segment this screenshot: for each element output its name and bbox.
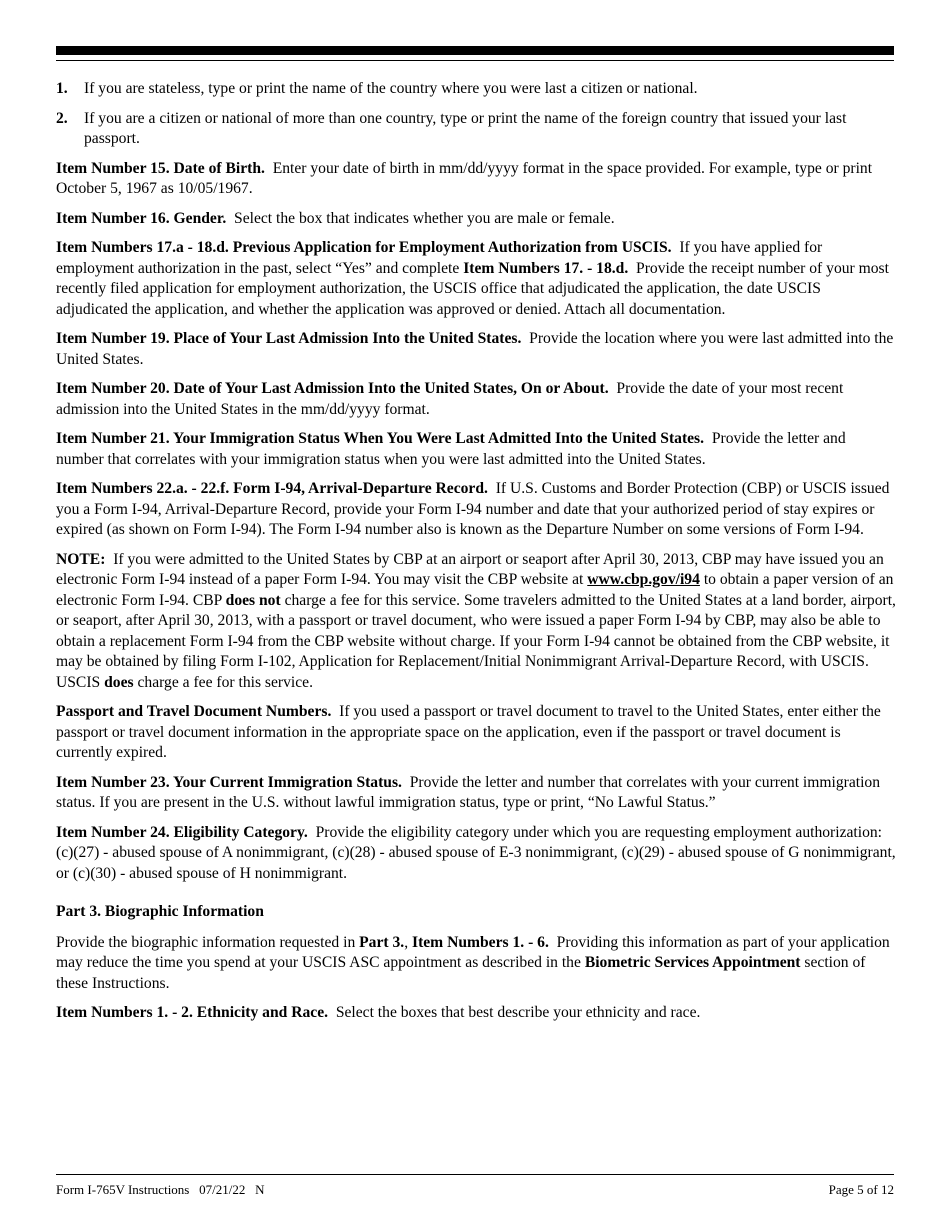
item-17-ref: Item Numbers 17. - 18.d.	[463, 259, 629, 277]
item-22-text: If U.S. Customs and Border Protection (CBP) or USCIS issued you a Form I-94, Arrival-Departure Record, provide your Form I-94 number and date that your authorized period of stay expires or expired (as shown on Form I-94). The Form I-94 number also is known as the Departure Number on some versions of Form I-94.	[56, 480, 890, 538]
item-22-paragraph	[56, 479, 896, 541]
note-text-a: If you were admitted to the United States by CBP at an airport or seaport after April 30, 2013, CBP may have issued you an electronic Form I-94 instead of a paper Form I-94. You may visit the CBP website at	[56, 550, 884, 588]
note-text-c: charge a fee for this service. Some travelers admitted to the United States at a land border, airport, or seaport, after April 30, 2013, with a passport or travel document, who were issued a paper Form I-94 by CBP, may also be able to obtain a replacement Form I-94 from the CBP website without charge. If your Form I-94 cannot be obtained from the CBP website, it may be obtained by filing Form I-102, Application for Replacement/Initial Nonimmigrant Arrival-Departure Record, with USCIS. USCIS	[56, 591, 896, 691]
item-20-text: Provide the date of your most recent admission into the United States in the mm/dd/yyyy format.	[56, 380, 844, 418]
footer-form-id: Form I-765V Instructions 07/21/22 N	[56, 1182, 265, 1197]
list-item	[56, 109, 896, 150]
part-3-ref-3: Biometric Services Appointment	[584, 954, 801, 971]
list-number: 1.	[56, 80, 68, 97]
item-17-paragraph	[56, 238, 896, 320]
item-16-label: Item Number 16. Gender.	[56, 209, 227, 227]
item-17-label: Item Numbers 17.a - 18.d. Previous Application for Employment Authorization from USCIS.	[56, 239, 672, 256]
item-17-text-b: Provide the receipt number of your most recently filed application for employment authorization, the USCIS office that adjudicated the application, the date USCIS adjudicated the application, and whether the application was approved or denied. Attach all documentation.	[56, 259, 889, 318]
item-19-text: Provide the location where you were last admitted into the United States.	[56, 330, 894, 368]
note-text-b: to obtain a paper version of an electronic Form I-94. CBP	[56, 571, 894, 609]
part-3-text-b: Providing this information as part of your application may reduce the time you spend at your USCIS ASC appointment as described in the	[56, 933, 890, 971]
item-20-paragraph	[56, 379, 896, 420]
item-23-paragraph	[56, 773, 896, 814]
item-17-text-a: If you have applied for employment authorization in the past, select “Yes” and complete	[56, 239, 823, 277]
item-21-paragraph	[56, 429, 896, 470]
item-21-text: Provide the letter and number that correlates with your immigration status when you were last admitted into the United States.	[56, 430, 846, 468]
note-label: NOTE:	[56, 550, 106, 568]
part-3-text-c: section of these Instructions.	[56, 954, 866, 992]
item-19-label: Item Number 19. Place of Your Last Admission Into the United States.	[56, 330, 522, 347]
item-16-paragraph	[56, 209, 896, 230]
header-rule-thin	[56, 60, 894, 61]
item-1-2-paragraph	[56, 1003, 896, 1024]
item-15-paragraph	[56, 159, 896, 200]
item-15-label: Item Number 15. Date of Birth.	[56, 159, 265, 177]
passport-text: If you used a passport or travel document to travel to the United States, enter either the passport or travel document information in the appropriate space on the application, even if the passport or travel document is currently expired.	[56, 703, 881, 761]
part-3-paragraph	[56, 933, 896, 995]
passport-label: Passport and Travel Document Numbers.	[56, 703, 332, 720]
item-24-text: Provide the eligibility category under which you are requesting employment authorization: (c)(27) - abused spouse of A nonimmigrant, (c)(28) - abused spouse of E-3 nonimmigrant, (c)(29) - abused spouse of G nonimmigrant, or (c)(30) - abused spouse of H nonimmigrant.	[56, 823, 896, 882]
part-3-ref-1: Part 3.	[359, 933, 405, 951]
note-bold-does-not: does not	[225, 591, 281, 609]
footer-rule	[56, 1174, 894, 1175]
item-24-label: Item Number 24. Eligibility Category.	[56, 823, 308, 841]
list-text: If you are a citizen or national of more than one country, type or print the name of the foreign country that issued your last passport.	[84, 109, 847, 147]
item-1-2-label: Item Numbers 1. - 2. Ethnicity and Race.	[56, 1004, 329, 1021]
item-19-paragraph	[56, 329, 896, 370]
passport-paragraph	[56, 702, 896, 764]
part-3-sep: ,	[404, 933, 409, 951]
list-number: 2.	[56, 109, 68, 127]
note-text-d: charge a fee for this service.	[137, 673, 313, 691]
part-3-ref-2: Item Numbers 1. - 6.	[412, 933, 549, 951]
list-text: If you are stateless, type or print the name of the country where you were last a citizen or national.	[84, 80, 698, 97]
part-3-text-a: Provide the biographic information requested in	[56, 933, 356, 951]
note-bold-does: does	[104, 673, 134, 691]
item-22-label: Item Numbers 22.a. - 22.f. Form I-94, Arrival-Departure Record.	[56, 480, 488, 497]
item-15-text: Enter your date of birth in mm/dd/yyyy format in the space provided. For example, type or print October 5, 1967 as 10/05/1967.	[56, 159, 873, 197]
cbp-i94-link[interactable]: www.cbp.gov/i94	[587, 571, 700, 588]
list-item	[56, 79, 896, 100]
page-footer	[56, 1182, 894, 1198]
part-3-heading: Part 3. Biographic Information	[56, 903, 264, 920]
footer-page-number: Page 5 of 12	[828, 1182, 894, 1197]
item-20-label: Item Number 20. Date of Your Last Admission Into the United States, On or About.	[56, 380, 609, 397]
page-content	[56, 79, 896, 1033]
note-paragraph	[56, 550, 896, 694]
header-rule-thick	[56, 46, 894, 55]
item-23-text: Provide the letter and number that correlates with your current immigration status. If you are present in the U.S. without lawful immigration status, type or print, “No Lawful Status.”	[56, 773, 881, 811]
item-16-text: Select the box that indicates whether you are male or female.	[234, 209, 615, 227]
item-21-label: Item Number 21. Your Immigration Status When You Were Last Admitted Into the United States.	[56, 430, 705, 447]
item-24-paragraph	[56, 823, 896, 885]
item-23-label: Item Number 23. Your Current Immigration Status.	[56, 773, 402, 791]
item-1-2-text: Select the boxes that best describe your ethnicity and race.	[335, 1004, 701, 1021]
